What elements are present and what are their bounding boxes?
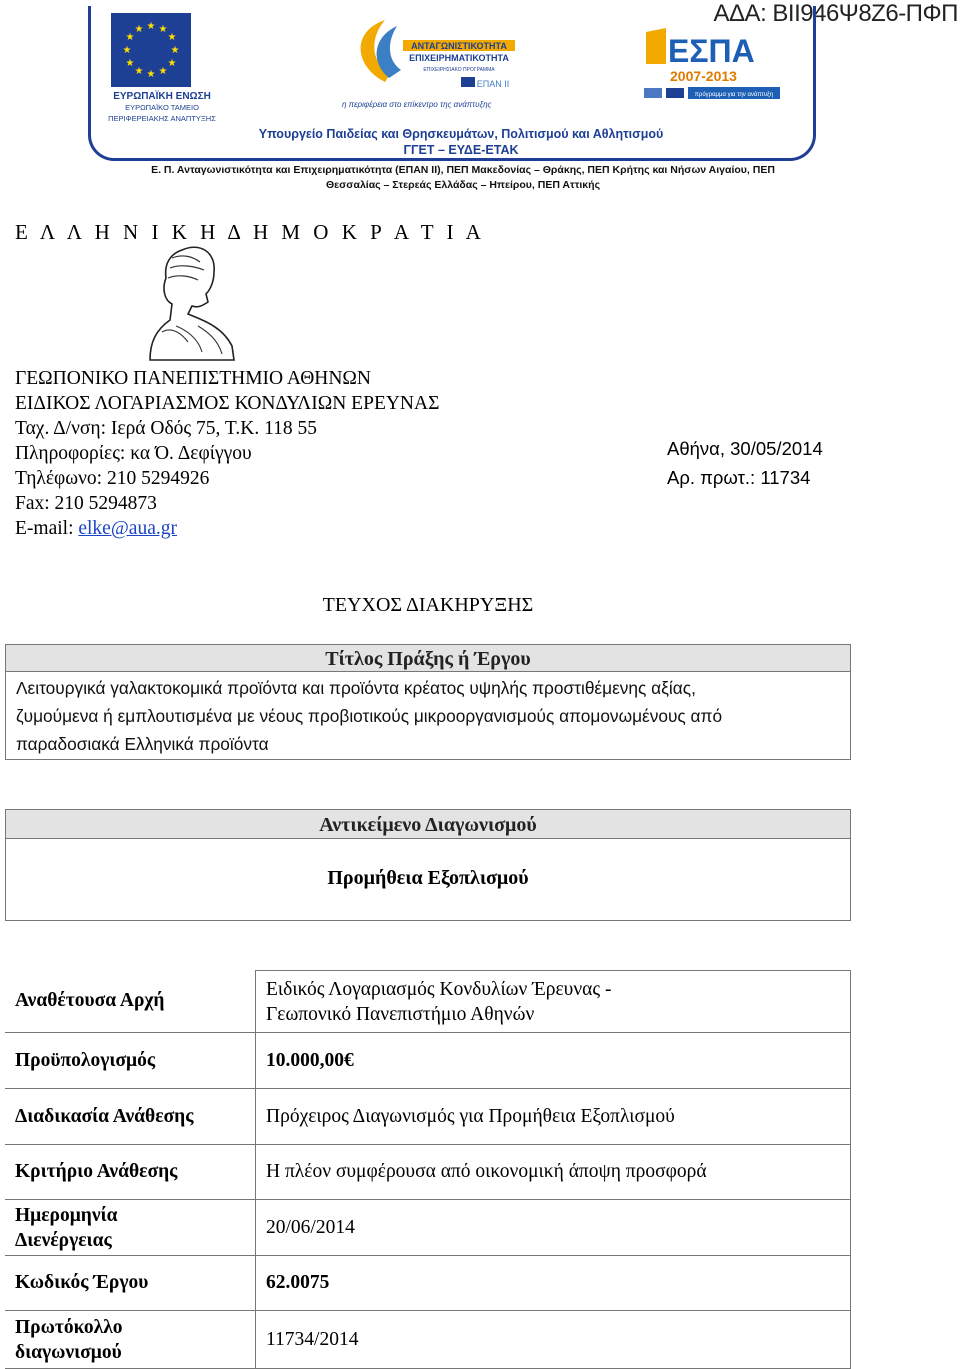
row-label-line2: Διενέργειας	[15, 1229, 112, 1251]
eu-caption	[101, 91, 223, 124]
postal-address: Ταχ. Δ/νση: Ιερά Οδός 75, Τ.Κ. 118 55	[15, 418, 317, 439]
svg-text:★: ★	[134, 66, 144, 77]
project-title-header: Τίτλος Πράξης ή Έργου	[6, 645, 850, 672]
svg-text:★: ★	[158, 24, 168, 35]
row-value: 10.000,00€	[256, 1033, 851, 1089]
svg-text:★: ★	[125, 58, 135, 69]
table-row	[5, 1256, 851, 1311]
row-label-line1: Ημερομηνία	[15, 1204, 118, 1226]
table-row	[5, 1200, 851, 1256]
svg-text:★: ★	[125, 32, 135, 43]
email-link[interactable]: elke@aua.gr	[78, 518, 177, 539]
tender-info-table	[5, 970, 851, 1369]
ant-line4: ΕΠΑΝ ΙΙ	[476, 79, 510, 89]
republic-heading: Ε Λ Λ Η Ν Ι Κ Η Δ Η Μ Ο Κ Ρ Α Τ Ι Α	[15, 220, 485, 244]
row-value-line2: Γεωπονικό Πανεπιστήμιο Αθηνών	[266, 1003, 535, 1025]
date-block	[667, 434, 823, 492]
subject-header: Αντικείμενο Διαγωνισμού	[6, 810, 850, 839]
phone-number: Τηλέφωνο: 210 5294926	[15, 468, 210, 489]
program-text	[118, 163, 808, 193]
row-value	[256, 971, 851, 1033]
document-title: ΤΕΥΧΟΣ ΔΙΑΚΗΡΥΞΗΣ	[322, 594, 534, 616]
espa-tagline: πρόγραμμα για την ανάπτυξη	[694, 92, 774, 98]
eu-caption-line3: ΠΕΡΙΦΕΡΕΙΑΚΗΣ ΑΝΑΠΤΥΞΗΣ	[108, 114, 216, 123]
project-title-line2: ζυμούμενα ή εμπλουτισμένα με νέους προβιοτικούς μικροοργανισμούς απομονωμένους από	[16, 706, 723, 726]
row-label: Κριτήριο Ανάθεσης	[5, 1145, 256, 1200]
espa-years: 2007-2013	[670, 68, 737, 84]
eu-caption-line1: ΕΥΡΩΠΑΪΚΗ ΕΝΩΣΗ	[113, 91, 211, 102]
sender-block	[15, 366, 439, 541]
ant-tagline: η περιφέρεια στο επίκεντρο της ανάπτυξης	[342, 100, 492, 109]
email-label: E-mail:	[15, 518, 79, 539]
ministry-line1: Υπουργείο Παιδείας και Θρησκευμάτων, Πολιτισμού και Αθλητισμού	[258, 127, 664, 141]
eu-caption-line2: ΕΥΡΩΠΑΪΚΟ ΤΑΜΕΙΟ	[125, 103, 199, 112]
row-value-line1: Ειδικός Λογαριασμός Κονδυλίων Έρευνας -	[266, 978, 612, 1000]
row-value: 11734/2014	[256, 1311, 851, 1369]
row-label: Προϋπολογισμός	[5, 1033, 256, 1089]
row-label	[5, 1311, 256, 1369]
row-value: 62.0075	[256, 1256, 851, 1311]
ada-code: ΑΔΑ: ΒΙΙ946Ψ8Ζ6-ΠΦΠ	[713, 0, 958, 27]
subject-box	[5, 809, 851, 921]
table-row	[5, 1311, 851, 1369]
row-label: Αναθέτουσα Αρχή	[5, 971, 256, 1033]
svg-text:★: ★	[134, 24, 144, 35]
antagonistikotita-logo	[345, 12, 520, 112]
svg-text:★: ★	[167, 58, 177, 69]
svg-text:★: ★	[146, 69, 156, 80]
row-label: Κωδικός Έργου	[5, 1256, 256, 1311]
program-line1: Ε. Π. Ανταγωνιστικότητα και Επιχειρηματικότητα (ΕΠΑΝ ΙΙ), ΠΕΠ Μακεδονίας – Θράκης, ΠΕΠ Κρήτης και Νήσων Αιγαίου, ΠΕΠ	[151, 164, 775, 176]
ant-line2: ΕΠΙΧΕΙΡΗΜΑΤΙΚΟΤΗΤΑ	[409, 53, 509, 63]
program-line2: Θεσσαλίας – Στερεάς Ελλάδας – Ηπείρου, ΠΕΠ Αττικής	[325, 179, 601, 191]
ministry-line2: ΓΓΕΤ – ΕΥΔΕ-ΕΤΑΚ	[403, 143, 519, 157]
protocol-number: Αρ. πρωτ.: 11734	[667, 467, 811, 488]
row-label-line2: διαγωνισμού	[15, 1341, 122, 1363]
svg-text:★: ★	[122, 45, 132, 56]
email-line	[15, 516, 439, 541]
svg-text:★: ★	[170, 45, 180, 56]
svg-text:★: ★	[167, 32, 177, 43]
fax-number: Fax: 210 5294873	[15, 493, 157, 514]
project-title-line3: παραδοσιακά Ελληνικά προϊόντα	[16, 734, 269, 754]
ministry-text	[236, 126, 686, 158]
table-row	[5, 1033, 851, 1089]
eu-flag-logo	[111, 13, 191, 87]
row-value: Η πλέον συμφέρουσα από οικονομική άποψη προσφορά	[256, 1145, 851, 1200]
contact-person: Πληροφορίες: κα Ό. Δεφίγγου	[15, 443, 252, 464]
ant-line1: ΑΝΤΑΓΩΝΙΣΤΙΚΟΤΗΤΑ	[411, 41, 507, 51]
subject-value: Προμήθεια Εξοπλισμού	[327, 867, 529, 889]
place-date: Αθήνα, 30/05/2014	[667, 438, 823, 459]
project-title-body	[6, 672, 850, 760]
ant-line3: ΕΠΙΧΕΙΡΗΣΙΑΚΟ ΠΡΟΓΡΑΜΜΑ	[423, 67, 495, 73]
table-row	[5, 1145, 851, 1200]
university-emblem	[142, 242, 242, 362]
project-title-line1: Λειτουργικά γαλακτοκομικά προϊόντα και προϊόντα κρέατος υψηλής προστιθέμενης αξίας,	[16, 678, 696, 698]
espa-name: ΕΣΠΑ	[668, 33, 755, 69]
row-label	[5, 1200, 256, 1256]
espa-logo	[642, 28, 782, 108]
row-label: Διαδικασία Ανάθεσης	[5, 1089, 256, 1145]
table-row	[5, 971, 851, 1033]
svg-text:★: ★	[146, 21, 156, 32]
department-name: ΕΙΔΙΚΟΣ ΛΟΓΑΡΙΑΣΜΟΣ ΚΟΝΔΥΛΙΩΝ ΕΡΕΥΝΑΣ	[15, 393, 440, 414]
row-value: Πρόχειρος Διαγωνισμός για Προμήθεια Εξοπλισμού	[256, 1089, 851, 1145]
svg-text:★: ★	[158, 66, 168, 77]
university-name: ΓΕΩΠΟΝΙΚΟ ΠΑΝΕΠΙΣΤΗΜΙΟ ΑΘΗΝΩΝ	[15, 368, 372, 389]
project-title-box	[5, 644, 851, 760]
row-label-line1: Πρωτόκολλο	[15, 1316, 123, 1338]
table-row	[5, 1089, 851, 1145]
row-value: 20/06/2014	[256, 1200, 851, 1256]
